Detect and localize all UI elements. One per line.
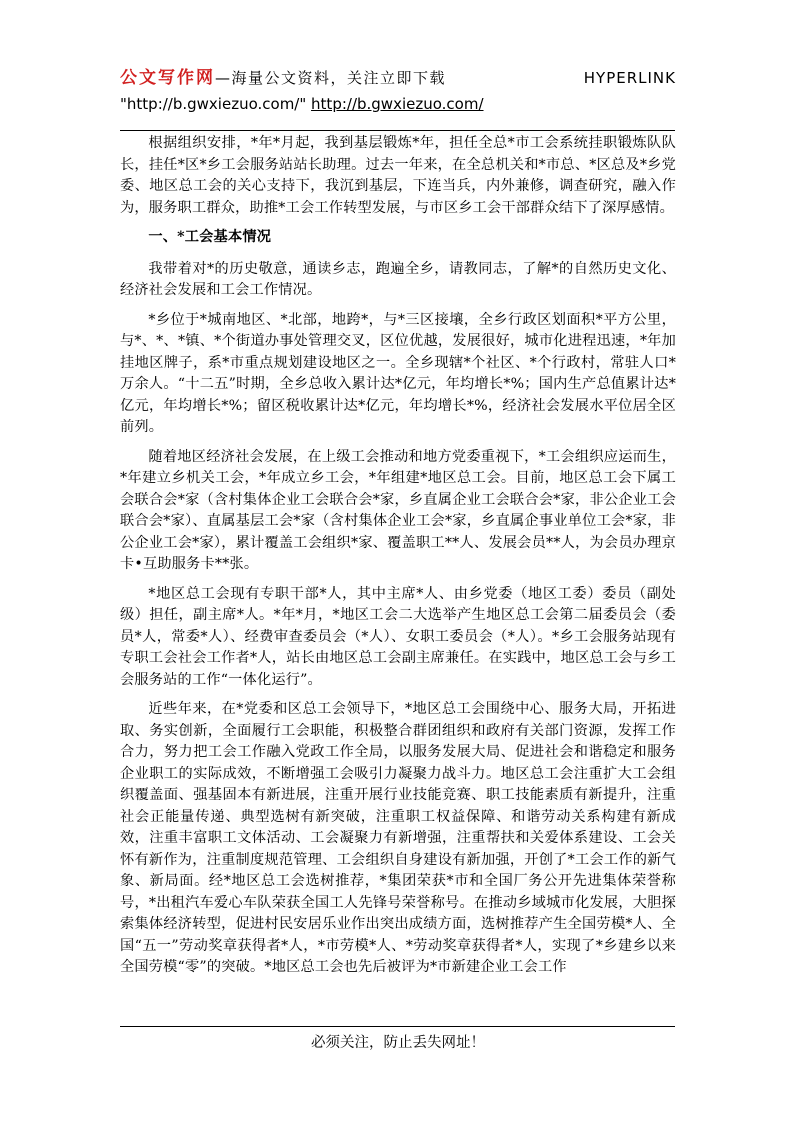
page-footer-notice: 必须关注，防止丢失网址！ — [311, 1035, 485, 1051]
paragraph-township-overview: *乡位于*城南地区、*北部，地跨*，与*三区接壤，全乡行政区划面积*平方公里，与*、*、*镇、*个街道办事处管理交叉，区位优越，发展很好，城市化进程迅速，*年加挂地区牌子，系*市重点规划建设地区之一。全乡现辖*个社区、*个行政村，常驻人口*万余人。“十二五”时期，全乡总收入累计达*亿元，年均增长*%；国内生产总值累计达*亿元，年均增长*%；留区税收累计达*亿元，年均增长*%，经济社会发展水平位居全区前列。 — [120, 311, 676, 435]
paragraph-union-staff: *地区总工会现有专职干部*人，其中主席*人、由乡党委（地区工委）委员（副处级）担任，副主席*人。*年*月，*地区工会二大选举产生地区总工会第二届委员会（委员*人，常委*人）、经费审查委员会（*人）、女职工委员会（*人）。*乡工会服务站现有专职工会社会工作者*人，站长由地区总工会副主席兼任。在实践中，地区总工会与乡工会服务站的工作“一体化运行”。 — [120, 585, 676, 688]
document-body — [120, 133, 676, 987]
paragraph-research: 我带着对*的历史敬意，通读乡志，跑遍全乡，请教同志，了解*的自然历史文化、经济社会发展和工会工作情况。 — [120, 260, 676, 298]
footer-divider — [120, 1026, 675, 1027]
url-field-text: "http://b.gwxiezuo.com/" — [120, 95, 307, 113]
page-header — [120, 66, 676, 116]
header-line-1 — [120, 66, 676, 90]
paragraph-union-organization: 随着地区经济社会发展，在上级工会推动和地方党委重视下，*工会组织应运而生，*年建立乡机关工会，*年成立乡工会，*年组建*地区总工会。目前，地区总工会下属工会联合会*家（含村集体企业工会联合会*家，乡直属企业工会联合会*家，非公企业工会联合会*家）、直属基层工会*家（含村集体企业工会*家，乡直属企事业单位工会*家，非公企业工会*家），累计覆盖工会组织*家、覆盖职工**人、发展会员**人，为会员办理京卡•互助服务卡**张。 — [120, 448, 676, 572]
section-heading: 一、*工会基本情况 — [148, 229, 272, 245]
header-line-2 — [120, 92, 676, 116]
site-brand[interactable]: 公文写作网 — [120, 68, 215, 88]
header-divider — [120, 130, 675, 131]
hyperlink-field-code: HYPERLINK — [583, 69, 676, 87]
site-tagline: —海量公文资料，关注立即下载 — [215, 69, 447, 87]
paragraph-achievements: 近些年来，在*党委和区总工会领导下，*地区总工会围绕中心、服务大局，开拓进取、务实创新，全面履行工会职能，积极整合群团组织和政府有关部门资源，发挥工作合力，努力把工会工作融入党政工作全局，以服务发展大局、促进社会和谐稳定和服务企业职工的实际成效，不断增强工会吸引力凝聚力战斗力。地区总工会注重扩大工会组织覆盖面、强基固本有新进展，注重开展行业技能竞赛、职工技能素质有新提升，注重社会正能量传递、典型选树有新突破，注重职工权益保障、和谐劳动关系构建有新成效，注重丰富职工文体活动、工会凝聚力有新增强，注重帮扶和关爱体系建设、工会关怀有新作为，注重制度规范管理、工会组织自身建设有新加强，开创了*工会工作的新气象、新局面。经*地区总工会选树推荐，*集团荣获*市和全国厂务公开先进集体荣誉称号，*出租汽车爱心车队荣获全国工人先锋号荣誉称号。在推动乡域城市化发展，大胆探索集体经济转型，促进村民安居乐业作出突出成绩方面，选树推荐产生全国劳模*人、全国“五一”劳动奖章获得者*人，*市劳模*人、*劳动奖章获得者*人，实现了*乡建乡以来全国劳模“零”的突破。*地区总工会也先后被评为*市新建企业工会工作 — [120, 701, 676, 975]
paragraph-intro: 根据组织安排，*年*月起，我到基层锻炼*年，担任全总*市工会系统挂职锻炼队队长，挂任*区*乡工会服务站站长助理。过去一年来，在全总机关和*市总、*区总及*乡党委、地区总工会的关心支持下，我沉到基层，下连当兵，内外兼修，调查研究，融入作为，服务职工群众，助推*工会工作转型发展，与市区乡工会干部群众结下了深厚感情。 — [120, 135, 676, 216]
site-url-link[interactable]: http://b.gwxiezuo.com/ — [311, 95, 484, 113]
